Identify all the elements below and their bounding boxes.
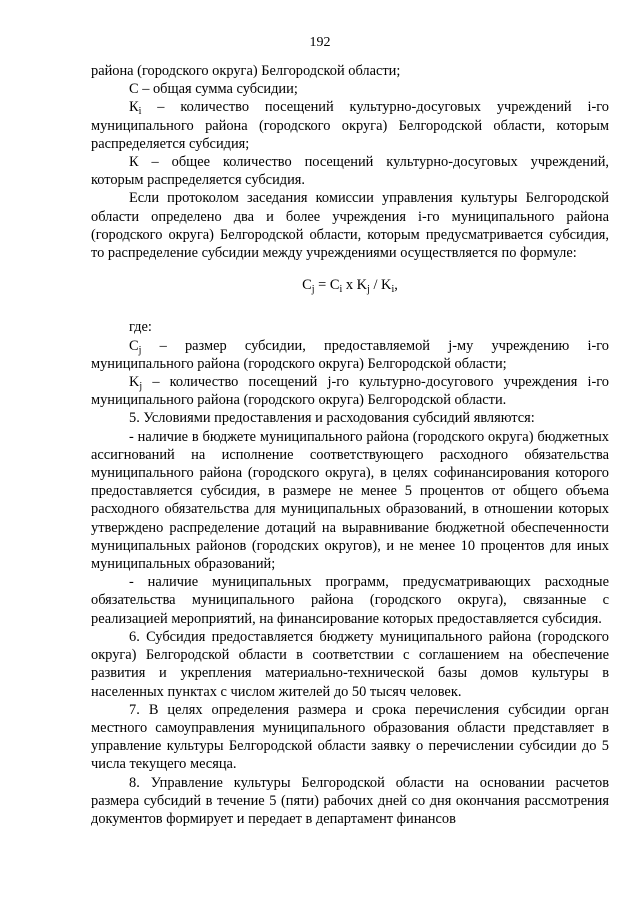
subscript: j [138,344,142,356]
text-run: С – общая сумма субсидии; [129,81,298,98]
subscript: j [139,381,143,393]
text-run: / K [369,277,392,294]
text-run: Если протоколом заседания комиссии управления культуры Белгородской области определено два и более учреждения i-го муниципального района (городского округа) Белгородской области, которым предусматривается субсидия, то распределение субсидии между учреждениями осуществляется по формуле: [91,190,609,262]
text-run: x K [342,277,368,294]
subscript: i [391,284,395,296]
text-run: , [394,277,398,294]
text-run: C [129,337,139,354]
subscript: j [367,284,370,296]
paragraph [91,409,609,427]
paragraph [91,189,609,262]
paragraph [91,428,609,574]
text-run: 6. Субсидия предоставляется бюджету муниципального района (городского округа) Белгородской области в соответствии с соглашением на обеспечение развития и укрепления материально-технической базы домов культуры в населенных пунктах с числом жителей до 50 тысяч человек. [91,628,609,700]
paragraph [91,62,609,80]
text-run: 5. Условиями предоставления и расходования субсидий являются: [129,410,535,427]
subscript: i [138,106,142,118]
text-run: 7. В целях определения размера и срока перечисления субсидии орган местного самоуправления муниципального образования области представляет в управление культуры Белгородской области заявку о перечислении субсидии до 5 числа текущего месяца. [91,701,609,773]
text-run: – размер субсидии, предоставляемой j-му учреждению i-го муниципального района (городского округа) Белгородской области; [91,337,609,372]
text-run: = C [314,277,340,294]
text-run: К [129,99,139,116]
text-run: K [129,374,140,391]
paragraph [91,573,609,628]
text-run: района (городского округа) Белгородской области; [91,63,401,79]
paragraph [91,337,609,373]
paragraph [91,774,609,829]
paragraph [91,701,609,774]
formula [91,276,609,294]
text-run: - наличие муниципальных программ, предусматривающих расходные обязательства муниципального района (городского округа), связанные с реализацией мероприятий, на финансирование которых предоставляется субсидия. [91,574,609,627]
text-run: – количество посещений культурно-досуговых учреждений i-го муниципального района (городского округа) Белгородской области, которым распределяется субсидия; [91,99,609,152]
subscript: i [339,284,343,296]
paragraph [91,373,609,409]
text-run: C [302,277,312,294]
text-run: где: [129,319,152,336]
text-run: – количество посещений j-го культурно-досугового учреждения i-го муниципального района (городского округа) Белгородской области. [91,374,609,409]
document-body [91,62,609,828]
text-run: 8. Управление культуры Белгородской области на основании расчетов размера субсидий в течение 5 (пяти) рабочих дней со дня окончания рассмотрения документов формирует и передает в департамент финансов [91,774,609,827]
paragraph [91,98,609,153]
page-number: 192 [309,35,331,50]
paragraph [91,80,609,98]
paragraph [91,318,609,336]
text-run: К – общее количество посещений культурно-досуговых учреждений, которым распределяется субсидия. [91,154,609,189]
paragraph [91,153,609,189]
text-run: - наличие в бюджете муниципального района (городского округа) бюджетных ассигнований на исполнение соответствующего расходного обязательства муниципального района (городского округа), в целях софинансирования которого предоставляется субсидия, в размере не менее 5 процентов от общего объема расходного обязательства для муниципальных образований, в отношении которых утверждено распределение дотаций на выравнивание бюджетной обеспеченности муниципальных районов (городских округов), и не менее 10 процентов для иных муниципальных образований; [91,428,609,573]
subscript: j [311,284,315,296]
paragraph [91,628,609,701]
